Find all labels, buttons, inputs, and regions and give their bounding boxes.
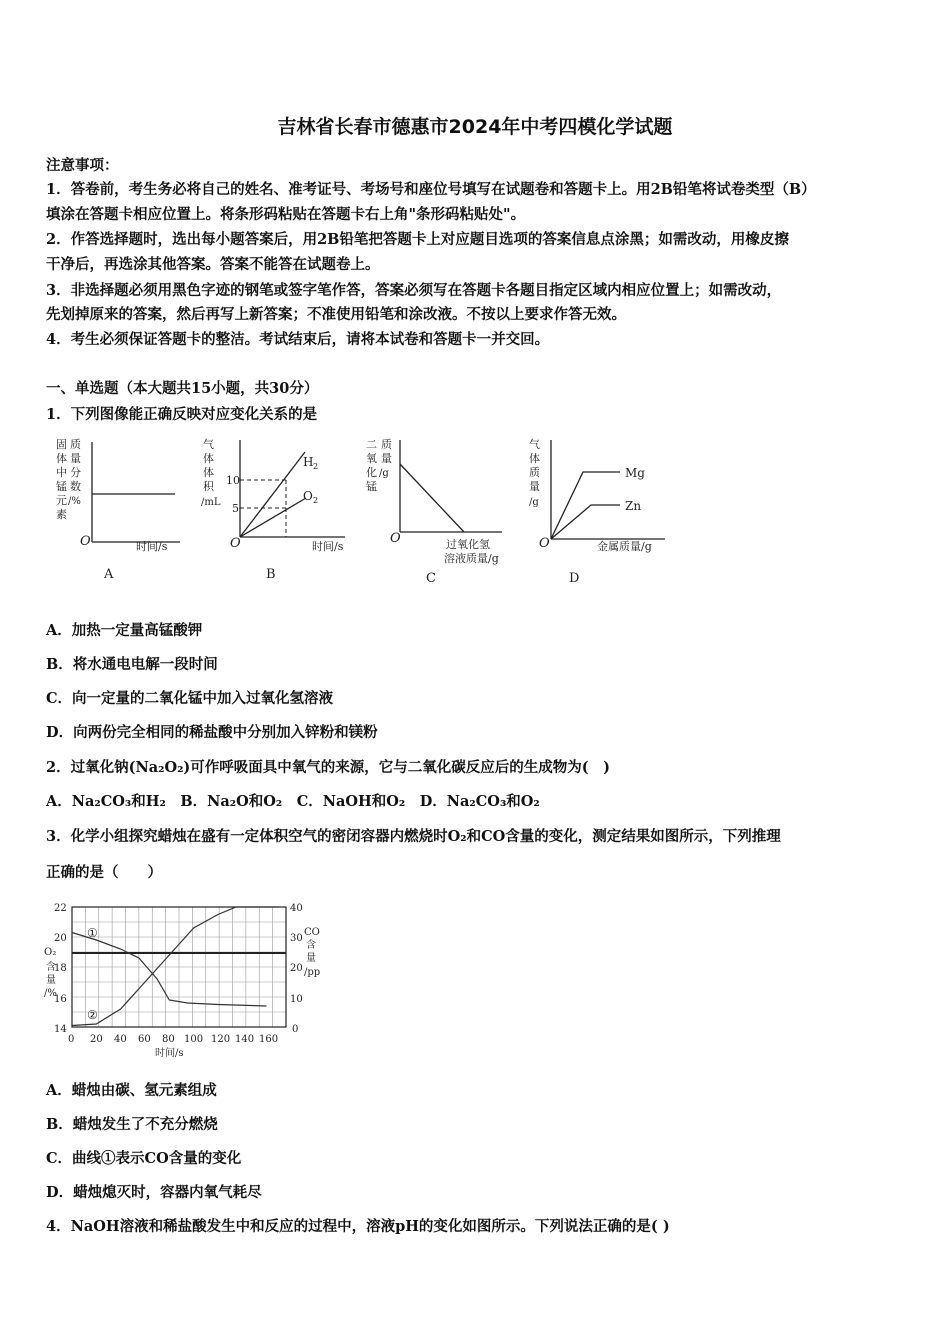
- q3-o2-label-3: 量: [46, 975, 56, 986]
- graph-d-ylabel-5: /g: [529, 497, 539, 508]
- q3-co-label-2: 含: [306, 940, 316, 951]
- q3-curve-2: [72, 907, 279, 1026]
- graph-c-caption: C: [426, 571, 436, 586]
- graph-d-zn: Zn: [625, 499, 642, 513]
- graph-b-o2: O: [303, 489, 313, 503]
- graph-a-ylabel-5: 元: [56, 494, 67, 507]
- q3-left-tick-18: 18: [54, 963, 67, 974]
- note-3b: 先划掉原来的答案，然后再写上新答案；不准使用铅笔和涂改液。不按以上要求作答无效。: [46, 306, 626, 323]
- graph-d-mg: Mg: [625, 466, 645, 480]
- graph-d-ylabel-4: 量: [529, 480, 540, 493]
- graph-d-ylabel-2: 体: [529, 452, 540, 465]
- graph-b-tick-10: 10: [226, 474, 240, 487]
- q3-x-tick-140: 140: [235, 1034, 255, 1045]
- q3-option-b: B．蜡烛发生了不充分燃烧: [46, 1116, 218, 1133]
- graph-b-ylabel-5: /mL: [201, 497, 221, 508]
- q3-o2-label-4: /%: [44, 988, 57, 999]
- graph-a-xlabel: 时间/s: [136, 540, 168, 553]
- note-2a: 2．作答选择题时，选出每小题答案后，用2B铅笔把答题卡上对应题目选项的答案信息点涂黑；如需改动，用橡皮擦: [46, 231, 789, 248]
- q3-right-tick-30: 30: [290, 933, 303, 944]
- graph-a-ylabel2-1: 质: [70, 438, 81, 451]
- graph-b-ylabel-1: 气: [203, 438, 214, 451]
- graph-c-xlabel-2: 溶液质量/g: [444, 552, 499, 565]
- graph-a-origin: O: [80, 534, 91, 549]
- graph-a-ylabel2-5: /%: [68, 496, 81, 507]
- q4-stem: 4．NaOH溶液和稀盐酸发生中和反应的过程中，溶液pH的变化如图所示。下列说法正确的是( ): [46, 1218, 670, 1235]
- q3-curve-1-marker: ①: [87, 926, 98, 940]
- q3-option-c: C．曲线①表示CO含量的变化: [46, 1150, 242, 1167]
- q3-option-a: A．蜡烛由碳、氢元素组成: [46, 1082, 217, 1099]
- graph-b-ylabel-3: 体: [203, 466, 214, 479]
- note-1b: 填涂在答题卡相应位置上。将条形码粘贴在答题卡右上角"条形码粘贴处"。: [46, 206, 526, 223]
- graph-b-ylabel-2: 体: [203, 452, 214, 465]
- q3-left-tick-20: 20: [54, 933, 67, 944]
- note-3a: 3．非选择题必须用黑色字迹的钢笔或签字笔作答，答案必须写在答题卡各题目指定区域内相应位置上；如需改动，: [46, 282, 782, 299]
- graph-b-h2: H: [303, 455, 314, 469]
- graph-b-h2-sub: 2: [313, 462, 319, 471]
- q3-chart: [40, 895, 330, 1065]
- q3-right-tick-20: 20: [290, 963, 303, 974]
- graph-a: [50, 432, 190, 582]
- q3-left-tick-22: 22: [54, 903, 67, 914]
- graph-c-ylabel-4: 锰: [366, 480, 377, 493]
- q3-co-label-1: CO: [304, 927, 320, 938]
- graph-c-ylabel2-2: 量: [381, 452, 392, 465]
- graph-c: [362, 432, 522, 586]
- graph-d-xlabel: 金属质量/g: [597, 540, 652, 553]
- q3-x-tick-120: 120: [211, 1034, 231, 1045]
- notes-heading: 注意事项：: [46, 157, 119, 174]
- graph-b-tick-5: 5: [232, 502, 239, 515]
- q3-x-tick-100: 100: [184, 1034, 204, 1045]
- graph-a-ylabel2-2: 量: [70, 452, 81, 465]
- section-heading: 一、单选题（本大题共15小题，共30分）: [46, 380, 319, 397]
- graph-a-ylabel-1: 固: [56, 438, 67, 451]
- q3-x-tick-80: 80: [162, 1034, 175, 1045]
- q3-x-tick-20: 20: [90, 1034, 103, 1045]
- graph-d-origin: O: [539, 536, 550, 551]
- q1-option-a: A．加热一定量高锰酸钾: [46, 622, 203, 639]
- graph-c-origin: O: [390, 531, 401, 546]
- graph-b: [200, 432, 360, 582]
- q3-grid: [72, 907, 286, 1027]
- graph-a-ylabel-6: 素: [56, 508, 67, 521]
- graph-b-origin: O: [230, 536, 241, 551]
- graph-a-ylabel-4: 锰: [56, 480, 67, 493]
- graph-a-caption: A: [104, 567, 114, 582]
- graph-c-ylabel2-3: /g: [379, 468, 389, 479]
- q3-co-label-3: 量: [306, 953, 316, 964]
- q3-left-tick-16: 16: [54, 994, 67, 1005]
- q3-o2-label-1: O₂: [44, 947, 57, 958]
- graph-d: [525, 432, 675, 586]
- q2-options: A．Na₂CO₃和H₂ B．Na₂O和O₂ C．NaOH和O₂ D．Na₂CO₃和O₂: [46, 793, 540, 810]
- graph-d-caption: D: [569, 571, 580, 586]
- q3-stem-2: 正确的是（ ）: [46, 864, 162, 881]
- page-title: 吉林省长春市德惠市2024年中考四模化学试题: [277, 116, 673, 138]
- graph-b-xlabel: 时间/s: [312, 540, 344, 553]
- graph-c-ylabel-3: 化: [366, 466, 377, 479]
- q3-x-tick-160: 160: [259, 1034, 279, 1045]
- graph-c-xlabel-1: 过氧化氢: [446, 538, 490, 551]
- q3-option-d: D．蜡烛熄灭时，容器内氧气耗尽: [46, 1184, 262, 1201]
- q3-co-label-4: /pp: [304, 967, 321, 978]
- q2-stem: 2．过氧化钠(Na₂O₂)可作呼吸面具中氧气的来源，它与二氧化碳反应后的生成物为( ): [46, 759, 611, 776]
- note-4: 4．考生必须保证答题卡的整洁。考试结束后，请将本试卷和答题卡一并交回。: [46, 331, 550, 348]
- q3-stem-1: 3．化学小组探究蜡烛在盛有一定体积空气的密闭容器内燃烧时O₂和CO含量的变化，测定结果如图所示，下列推理: [46, 828, 781, 845]
- graph-b-ylabel-4: 积: [203, 480, 214, 493]
- q3-right-tick-0: 0: [292, 1024, 299, 1035]
- graph-c-ylabel2-1: 质: [381, 438, 392, 451]
- q3-o2-label-2: 含: [46, 962, 56, 973]
- graph-d-ylabel-1: 气: [529, 438, 540, 451]
- graph-b-o2-sub: 2: [313, 496, 319, 505]
- q1-option-c: C．向一定量的二氧化锰中加入过氧化氢溶液: [46, 690, 334, 707]
- q3-x-label: 时间/s: [155, 1048, 184, 1059]
- q3-right-tick-10: 10: [290, 994, 303, 1005]
- q3-x-tick-0: 0: [68, 1034, 75, 1045]
- q3-curve-2-marker: ②: [87, 1008, 98, 1022]
- q3-curve-1: [72, 933, 267, 1007]
- graph-a-ylabel-3: 中: [56, 466, 67, 479]
- graph-c-ylabel-1: 二: [366, 438, 377, 451]
- q3-x-tick-60: 60: [138, 1034, 151, 1045]
- q3-left-tick-14: 14: [54, 1024, 67, 1035]
- q1-stem: 1．下列图像能正确反映对应变化关系的是: [46, 406, 318, 423]
- q1-option-b: B．将水通电电解一段时间: [46, 656, 218, 673]
- graph-a-ylabel-2: 体: [56, 452, 67, 465]
- graph-a-ylabel2-3: 分: [70, 466, 81, 479]
- q1-option-d: D．向两份完全相同的稀盐酸中分别加入锌粉和镁粉: [46, 724, 378, 741]
- note-1a: 1．答卷前，考生务必将自己的姓名、准考证号、考场号和座位号填写在试题卷和答题卡上。用2B铅笔将试卷类型（B）: [46, 181, 816, 198]
- graph-c-ylabel-2: 氧: [366, 452, 377, 465]
- graph-b-caption: B: [266, 567, 276, 582]
- graph-a-ylabel2-4: 数: [70, 480, 81, 493]
- q3-right-tick-40: 40: [290, 903, 303, 914]
- note-2b: 干净后，再选涂其他答案。答案不能答在试题卷上。: [46, 256, 380, 273]
- graph-d-ylabel-3: 质: [529, 466, 540, 479]
- q3-x-tick-40: 40: [114, 1034, 127, 1045]
